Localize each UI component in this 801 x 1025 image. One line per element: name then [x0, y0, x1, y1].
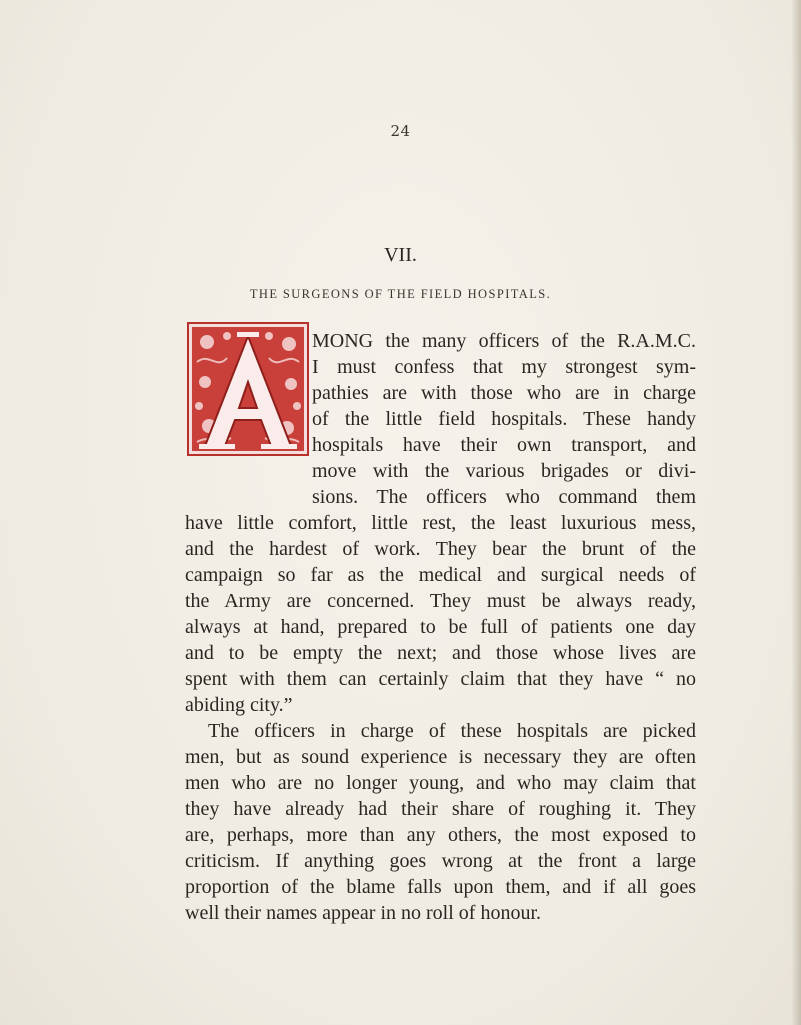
chapter-title: THE SURGEONS OF THE FIELD HOSPITALS.: [249, 287, 552, 301]
text-line: campaign so far as the medical and surgical needs of: [185, 564, 696, 586]
text-line: sions. The officers who command them: [312, 486, 696, 508]
text-line: they have already had their share of roughing it. They: [185, 798, 696, 820]
text-line: pathies are with those who are in charge: [312, 382, 696, 404]
text-line: the Army are concerned. They must be always ready,: [185, 590, 696, 612]
text-line: abiding city.”: [185, 694, 293, 716]
text-line: MONG the many officers of the R.A.M.C.: [312, 330, 696, 352]
page-number: 24: [390, 122, 411, 140]
text-line: move with the various brigades or divi-: [312, 460, 696, 482]
text-line: of the little field hospitals. These handy: [312, 408, 696, 430]
text-line: well their names appear in no roll of honour.: [185, 902, 542, 924]
text-line: The officers in charge of these hospitals are picked: [208, 720, 696, 742]
text-line: men who are no longer young, and who may claim that: [185, 772, 696, 794]
text-line: always at hand, prepared to be full of patients one day: [185, 616, 696, 638]
text-line: spent with them can certainly claim that they have “ no: [185, 668, 696, 690]
text-line: men, but as sound experience is necessary they are often: [185, 746, 696, 768]
text-line: I must confess that my strongest sym-: [312, 356, 696, 378]
text-line: hospitals have their own transport, and: [312, 434, 696, 456]
chapter-number: VII.: [384, 244, 417, 266]
text-line: and the hardest of work. They bear the brunt of the: [185, 538, 696, 560]
text-line: have little comfort, little rest, the least luxurious mess,: [185, 512, 696, 534]
text-line: proportion of the blame falls upon them, and if all goes: [185, 876, 696, 898]
text-line: criticism. If anything goes wrong at the front a large: [185, 850, 696, 872]
text-line: and to be empty the next; and those whose lives are: [185, 642, 696, 664]
text-line: are, perhaps, more than any others, the most exposed to: [185, 824, 696, 846]
